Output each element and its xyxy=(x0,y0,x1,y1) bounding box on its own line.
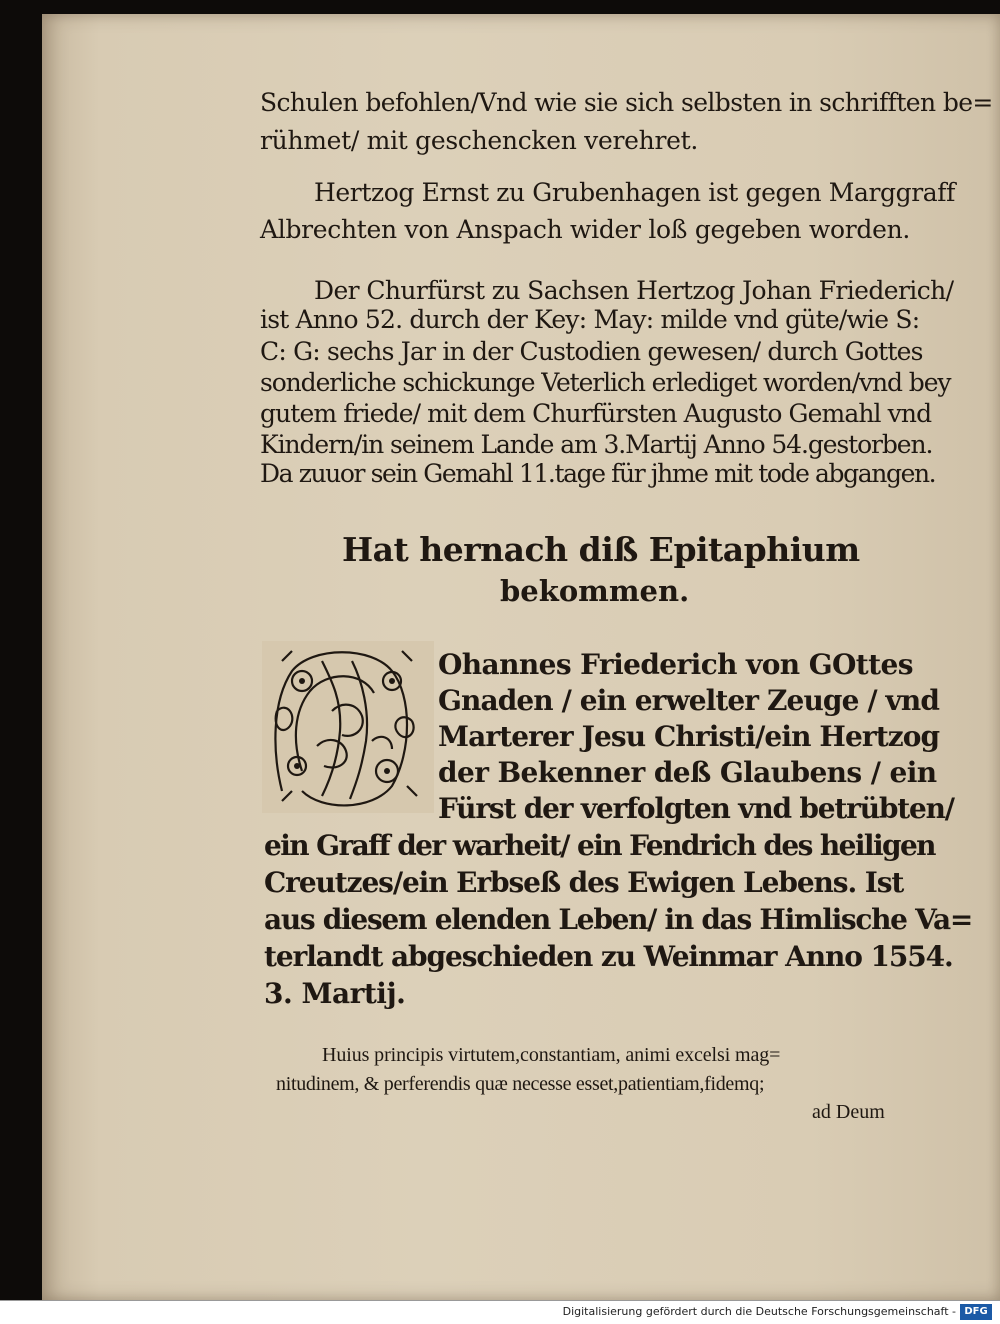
epitaph-line: aus diesem elenden Leben/ in das Himlische Va= xyxy=(264,903,972,936)
text-line: ist Anno 52. durch der Key: May: milde vnd güte/wie S: xyxy=(260,305,920,334)
epitaph-line: 3. Martij. xyxy=(264,977,406,1010)
latin-line: nitudinem, & perferendis quæ necesse esset,patientiam,fidemq; xyxy=(276,1073,765,1095)
epitaph-line: Creutzes/ein Erbseß des Ewigen Lebens. Ist xyxy=(264,866,904,899)
latin-line: ad Deum xyxy=(812,1101,885,1123)
text-line: gutem friede/ mit dem Churfürsten Augusto Gemahl vnd xyxy=(260,399,932,428)
text-line: rühmet/ mit geschencken verehret. xyxy=(260,126,698,155)
epitaph-line: Gnaden / ein erwelter Zeuge / vnd xyxy=(438,684,940,717)
epitaph-line: Fürst der verfolgten vnd betrübten/ xyxy=(438,792,954,825)
text-line: Schulen befohlen/Vnd wie sie sich selbsten in schrifften be= xyxy=(260,88,993,117)
section-heading: Hat hernach diß Epitaphium xyxy=(342,530,860,569)
epitaph-line: terlandt abgeschieden zu Weinmar Anno 1554. xyxy=(264,940,953,973)
text-line: Der Churfürst zu Sachsen Hertzog Johan Friederich/ xyxy=(314,276,954,305)
decorated-initial-icon xyxy=(262,641,434,813)
text-line: Albrechten von Anspach wider loß gegeben worden. xyxy=(260,215,911,244)
text-line: C: G: sechs Jar in der Custodien gewesen/ durch Gottes xyxy=(260,337,923,366)
epitaph-line: ein Graff der warheit/ ein Fendrich des heiligen xyxy=(264,829,935,862)
epitaph-line: Marterer Jesu Christi/ein Hertzog xyxy=(438,720,940,753)
section-heading: bekommen. xyxy=(500,574,690,608)
dfg-logo: DFG xyxy=(960,1304,992,1320)
epitaph-line: Ohannes Friederich von GOttes xyxy=(438,648,913,681)
text-line: Hertzog Ernst zu Grubenhagen ist gegen Marggraff xyxy=(314,178,955,207)
text-line: sonderliche schickunge Veterlich erlediget worden/vnd bey xyxy=(260,368,951,397)
footer-credit: Digitalisierung gefördert durch die Deutsche Forschungsgemeinschaft - xyxy=(562,1305,956,1318)
epitaph-line: der Bekenner deß Glaubens / ein xyxy=(438,756,937,789)
text-line: Kindern/in seinem Lande am 3.Martij Anno 54.gestorben. xyxy=(260,430,933,459)
book-page xyxy=(42,14,1000,1300)
text-line: Da zuuor sein Gemahl 11.tage für jhme mit tode abgangen. xyxy=(260,459,936,488)
footer-bar xyxy=(0,1300,1000,1324)
latin-line: Huius principis virtutem,constantiam, animi excelsi mag= xyxy=(322,1044,781,1066)
